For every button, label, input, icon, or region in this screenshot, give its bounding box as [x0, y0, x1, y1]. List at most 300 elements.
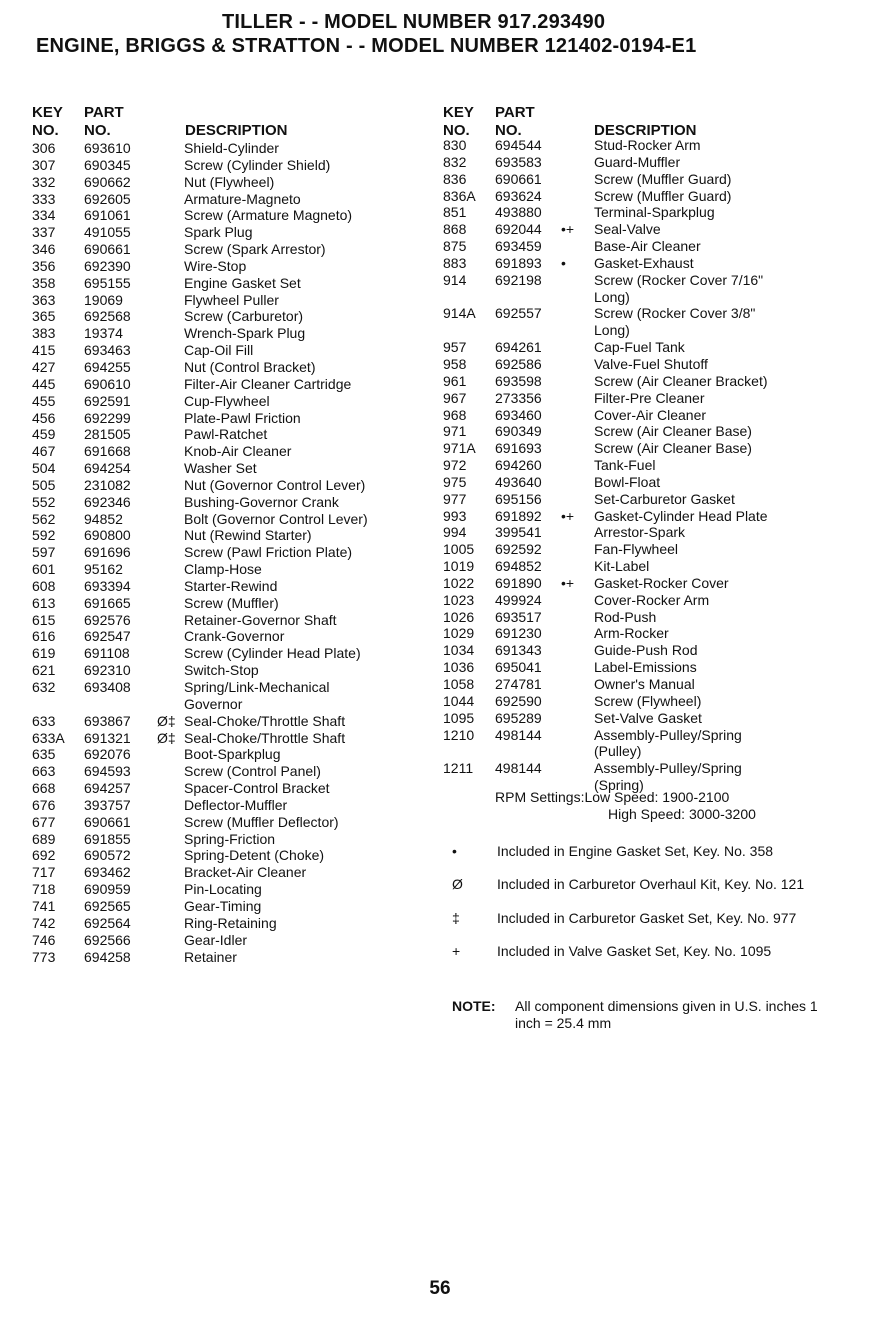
part-row [443, 373, 863, 390]
part-row [443, 188, 863, 205]
part-description: Deflector-Muffler [184, 796, 288, 813]
part-description: Screw (Pawl Friction Plate) [184, 544, 353, 561]
footnote-symbol: Ø [452, 876, 463, 892]
footnote-symbol: • [452, 843, 457, 859]
part-description: Set-Valve Gasket [594, 709, 702, 726]
part-description: Screw (Carburetor) [184, 308, 304, 325]
part-description: Arm-Rocker [594, 625, 669, 642]
part-row [32, 595, 432, 612]
key-no: 994 [443, 524, 467, 541]
key-no: 1029 [443, 625, 475, 642]
part-row [32, 140, 432, 157]
part-no: 694255 [84, 358, 131, 375]
part-description: Screw (Rocker Cover 3/8" [594, 305, 756, 322]
left-parts-list [32, 140, 432, 965]
part-description: Spacer-Control Bracket [184, 780, 330, 797]
part-description: Label-Emissions [594, 659, 697, 676]
part-no: 19374 [84, 325, 123, 342]
key-no: 346 [32, 241, 56, 258]
part-row [443, 474, 863, 491]
part-row [32, 325, 432, 342]
part-no: 399541 [495, 524, 542, 541]
part-no: 692198 [495, 271, 542, 288]
key-no: 307 [32, 156, 56, 173]
part-no: 693394 [84, 577, 131, 594]
key-no: 1034 [443, 642, 475, 659]
key-no: 975 [443, 473, 467, 490]
footnote-carburetor-gasket [452, 910, 852, 944]
part-row [443, 508, 863, 525]
part-no: 691108 [84, 645, 130, 662]
part-description: Arrestor-Spark [594, 524, 686, 541]
dimensions-note [452, 998, 862, 1032]
part-no: 692605 [84, 190, 131, 207]
part-row [443, 609, 863, 626]
part-row [443, 339, 863, 356]
part-no: 692591 [84, 392, 131, 409]
part-no: 695289 [495, 709, 542, 726]
part-description: (Pulley) [594, 743, 642, 760]
part-no: 692557 [495, 305, 542, 322]
part-no: 19069 [84, 291, 123, 308]
part-no: 690349 [495, 423, 542, 440]
part-description: Governor [184, 695, 243, 712]
key-no: 615 [32, 611, 56, 628]
part-description: Screw (Muffler Deflector) [184, 813, 339, 830]
key-no: 608 [32, 577, 56, 594]
key-no: 836A [443, 187, 476, 204]
footnote-symbol: + [452, 943, 461, 959]
footnote-symbol: ‡ [452, 910, 460, 926]
key-no: 334 [32, 207, 56, 224]
part-marker: •+ [561, 221, 575, 238]
part-description: Gear-Idler [184, 931, 248, 948]
part-description: Plate-Pawl Friction [184, 409, 301, 426]
part-no: 691890 [495, 574, 542, 591]
part-description: Cup-Flywheel [184, 392, 270, 409]
part-no: 694544 [495, 137, 542, 153]
key-no: 415 [32, 342, 56, 359]
key-no: 830 [443, 137, 467, 153]
part-row [32, 578, 432, 595]
part-description: Screw (Air Cleaner Base) [594, 440, 752, 457]
key-no: 746 [32, 931, 56, 948]
part-no: 690661 [84, 813, 131, 830]
part-marker: Ø‡ [157, 712, 176, 729]
part-description: Spring-Friction [184, 830, 276, 847]
part-description: Cap-Oil Fill [184, 342, 254, 359]
right-parts-list [443, 137, 863, 794]
key-no: 1211 [443, 760, 474, 777]
part-no: 693624 [495, 187, 542, 204]
footnote-text: Included in Engine Gasket Set, Key. No. 358 [497, 843, 774, 859]
part-no: 692566 [84, 931, 131, 948]
key-no: 1044 [443, 692, 475, 709]
part-row [443, 558, 863, 575]
part-row [32, 814, 432, 831]
key-no: 1005 [443, 541, 475, 558]
part-no: 693460 [495, 406, 542, 423]
part-description: Engine Gasket Set [184, 274, 301, 291]
part-row [443, 524, 863, 541]
key-no: 961 [443, 372, 467, 389]
part-description: Screw (Muffler Guard) [594, 187, 732, 204]
part-no: 693598 [495, 372, 542, 389]
part-description: Nut (Control Bracket) [184, 358, 316, 375]
key-no: 445 [32, 375, 56, 392]
key-no: 592 [32, 527, 56, 544]
part-row [32, 949, 432, 966]
description-header-right: DESCRIPTION [594, 122, 697, 139]
part-description: Assembly-Pulley/Spring [594, 760, 742, 777]
part-no: 690959 [84, 881, 131, 898]
key-no: 773 [32, 948, 56, 965]
part-row [32, 410, 432, 427]
footnote-carburetor-overhaul [452, 876, 852, 910]
rpm-settings-low: RPM Settings:Low Speed: 1900-2100 [495, 789, 730, 805]
part-row [32, 915, 432, 932]
part-no: 693463 [84, 342, 131, 359]
part-description: Tank-Fuel [594, 457, 656, 474]
part-no: 694261 [495, 339, 542, 356]
part-description: Bracket-Air Cleaner [184, 864, 307, 881]
part-no: 692576 [84, 611, 131, 628]
key-no: 633 [32, 712, 56, 729]
part-no-header-left: PART NO. [84, 104, 124, 139]
part-row [32, 393, 432, 410]
part-description: Spark Plug [184, 224, 253, 241]
part-description: Set-Carburetor Gasket [594, 490, 735, 507]
part-description: Pawl-Ratchet [184, 426, 268, 443]
part-no: 393757 [84, 796, 131, 813]
part-row [32, 494, 432, 511]
part-no: 693610 [84, 140, 131, 156]
part-description: Bowl-Float [594, 473, 661, 490]
part-row [32, 174, 432, 191]
part-description: Shield-Cylinder [184, 140, 279, 156]
key-no: 868 [443, 221, 467, 238]
part-no-header-right: PART NO. [495, 104, 535, 139]
key-no: 333 [32, 190, 56, 207]
footnote-text: Included in Carburetor Gasket Set, Key. No. 977 [497, 910, 797, 926]
part-row [32, 713, 432, 730]
part-no: 693462 [84, 864, 131, 881]
part-description: Knob-Air Cleaner [184, 443, 292, 460]
key-no: 742 [32, 914, 56, 931]
part-description: Screw (Cylinder Shield) [184, 156, 331, 173]
part-no: 691693 [495, 440, 542, 457]
part-no: 491055 [84, 224, 131, 241]
part-row [32, 207, 432, 224]
part-description: Clamp-Hose [184, 561, 262, 578]
part-row [32, 746, 432, 763]
part-description: Armature-Magneto [184, 190, 301, 207]
part-row [443, 541, 863, 558]
key-no: 455 [32, 392, 56, 409]
key-no: 383 [32, 325, 56, 342]
part-description: Assembly-Pulley/Spring [594, 726, 742, 743]
part-description: Bolt (Governor Control Lever) [184, 510, 368, 527]
part-row [32, 864, 432, 881]
part-description: Screw (Spark Arrestor) [184, 241, 326, 258]
key-no: 1019 [443, 558, 475, 575]
part-no: 694258 [84, 948, 131, 965]
key-no: 676 [32, 796, 56, 813]
part-no: 691668 [84, 443, 131, 460]
part-description: Nut (Governor Control Lever) [184, 476, 366, 493]
key-no: 977 [443, 490, 467, 507]
part-row [443, 693, 863, 710]
part-row [32, 241, 432, 258]
key-no: 914 [443, 271, 467, 288]
part-description: (Spring) [594, 777, 644, 794]
key-no: 972 [443, 457, 467, 474]
part-row [32, 831, 432, 848]
part-description: Screw (Air Cleaner Bracket) [594, 372, 768, 389]
key-no: 968 [443, 406, 467, 423]
key-no: 692 [32, 847, 56, 864]
part-description: Spring-Detent (Choke) [184, 847, 325, 864]
part-no: 498144 [495, 726, 542, 743]
part-description: Boot-Sparkplug [184, 746, 281, 763]
part-description: Seal-Valve [594, 221, 661, 238]
part-no: 694254 [84, 460, 131, 477]
part-no: 693517 [495, 608, 542, 625]
part-no: 692586 [495, 355, 542, 372]
part-description: Screw (Control Panel) [184, 763, 321, 780]
part-description: Wrench-Spark Plug [184, 325, 306, 342]
part-description: Seal-Choke/Throttle Shaft [184, 729, 346, 746]
key-no: 621 [32, 662, 56, 679]
part-no: 690345 [84, 156, 131, 173]
part-no: 691343 [495, 642, 542, 659]
footnote-text: Included in Valve Gasket Set, Key. No. 1095 [497, 943, 772, 959]
part-description: Screw (Armature Magneto) [184, 207, 353, 224]
part-description: Nut (Flywheel) [184, 173, 275, 190]
key-no: 851 [443, 204, 467, 221]
part-no: 693408 [84, 679, 131, 695]
part-description: Spring/Link-Mechanical [184, 679, 330, 695]
key-no: 337 [32, 224, 56, 241]
part-description: Filter-Pre Cleaner [594, 389, 705, 406]
key-no: 875 [443, 238, 467, 255]
part-row [32, 696, 432, 713]
part-description: Gasket-Cylinder Head Plate [594, 507, 768, 524]
key-no: 957 [443, 339, 467, 356]
part-row [443, 642, 863, 659]
key-no: 993 [443, 507, 467, 524]
part-row [32, 730, 432, 747]
key-no: 1095 [443, 709, 475, 726]
key-no: 1022 [443, 574, 475, 591]
part-row [443, 204, 863, 221]
part-description: Nut (Rewind Starter) [184, 527, 312, 544]
part-row [443, 221, 863, 238]
key-no: 741 [32, 897, 56, 914]
part-row [32, 308, 432, 325]
part-description: Terminal-Sparkplug [594, 204, 715, 221]
part-row [32, 511, 432, 528]
description-header-left: DESCRIPTION [185, 122, 288, 139]
part-row [32, 224, 432, 241]
part-description: Gear-Timing [184, 897, 262, 914]
part-description: Pin-Locating [184, 881, 262, 898]
part-row [443, 407, 863, 424]
part-no: 690800 [84, 527, 131, 544]
part-description: Screw (Cylinder Head Plate) [184, 645, 361, 662]
part-no: 692592 [495, 541, 542, 558]
part-row [443, 710, 863, 727]
part-row [32, 443, 432, 460]
part-no: 692076 [84, 746, 131, 763]
part-marker: Ø‡ [157, 729, 176, 746]
page-number: 56 [429, 1278, 451, 1299]
part-no: 692390 [84, 257, 131, 274]
part-description: Cover-Rocker Arm [594, 591, 710, 608]
part-row [443, 390, 863, 407]
part-row [443, 137, 863, 154]
part-no: 231082 [84, 476, 131, 493]
rpm-settings-high: High Speed: 3000-3200 [608, 806, 756, 822]
part-no: 693583 [495, 153, 542, 170]
part-no: 691230 [495, 625, 542, 642]
part-row [443, 440, 863, 457]
part-row [32, 780, 432, 797]
part-row [443, 322, 863, 339]
key-no: 306 [32, 140, 56, 156]
key-no: 971 [443, 423, 467, 440]
part-description: Valve-Fuel Shutoff [594, 355, 708, 372]
part-row [32, 191, 432, 208]
part-row [32, 426, 432, 443]
key-no: 467 [32, 443, 56, 460]
key-no: 1058 [443, 676, 475, 692]
part-row [32, 847, 432, 864]
part-no: 692044 [495, 221, 542, 238]
key-no: 677 [32, 813, 56, 830]
part-no: 695041 [495, 659, 542, 676]
part-no: 691855 [84, 830, 131, 847]
document-title: TILLER - - MODEL NUMBER 917.293490 [222, 11, 606, 33]
part-description: Seal-Choke/Throttle Shaft [184, 712, 346, 729]
part-no: 692590 [495, 692, 542, 709]
key-no: 1210 [443, 726, 475, 743]
part-marker: •+ [561, 507, 575, 524]
key-no: 632 [32, 679, 56, 695]
part-no: 693867 [84, 712, 131, 729]
key-no: 958 [443, 355, 467, 372]
key-no: 1023 [443, 591, 475, 608]
part-row [32, 645, 432, 662]
key-no: 459 [32, 426, 56, 443]
key-no: 365 [32, 308, 56, 325]
part-description: Screw (Air Cleaner Base) [594, 423, 752, 440]
part-row [443, 491, 863, 508]
part-row [32, 679, 432, 696]
part-row [443, 592, 863, 609]
part-no: 273356 [495, 389, 542, 406]
part-description: Screw (Muffler Guard) [594, 170, 732, 187]
part-row [32, 342, 432, 359]
part-no: 691061 [84, 207, 131, 224]
part-row [443, 676, 863, 693]
part-row [443, 171, 863, 188]
part-description: Filter-Air Cleaner Cartridge [184, 375, 352, 392]
part-row [32, 561, 432, 578]
key-no: 613 [32, 594, 56, 611]
part-row [32, 628, 432, 645]
key-no: 971A [443, 440, 476, 457]
footnote-text: Included in Carburetor Overhaul Kit, Key. No. 121 [497, 876, 805, 892]
part-row [443, 727, 863, 744]
key-no: 616 [32, 628, 56, 645]
part-no: 695156 [495, 490, 542, 507]
key-no: 619 [32, 645, 56, 662]
part-no: 690661 [495, 170, 542, 187]
part-row [32, 898, 432, 915]
part-no: 691696 [84, 544, 131, 561]
key-no: 597 [32, 544, 56, 561]
key-no: 717 [32, 864, 56, 881]
part-description: Retainer-Governor Shaft [184, 611, 337, 628]
part-description: Owner's Manual [594, 676, 695, 692]
part-description: Bushing-Governor Crank [184, 493, 339, 510]
part-no: 691665 [84, 594, 131, 611]
part-no: 690662 [84, 173, 131, 190]
part-row [443, 457, 863, 474]
part-row [443, 289, 863, 306]
part-description: Screw (Flywheel) [594, 692, 702, 709]
part-marker: • [561, 254, 566, 271]
part-no: 694257 [84, 780, 131, 797]
key-no: 552 [32, 493, 56, 510]
part-no: 690610 [84, 375, 131, 392]
key-no: 1036 [443, 659, 475, 676]
key-no: 663 [32, 763, 56, 780]
part-no: 691321 [84, 729, 131, 746]
part-description: Crank-Governor [184, 628, 285, 645]
part-description: Wire-Stop [184, 257, 247, 274]
part-row [32, 477, 432, 494]
part-description: Screw (Muffler) [184, 594, 279, 611]
part-no: 692346 [84, 493, 131, 510]
key-no: 914A [443, 305, 476, 322]
part-row [32, 612, 432, 629]
part-no: 498144 [495, 760, 542, 777]
part-no: 691892 [495, 507, 542, 524]
part-description: Long) [594, 322, 630, 339]
part-description: Long) [594, 288, 630, 305]
part-no: 692565 [84, 897, 131, 914]
key-no: 505 [32, 476, 56, 493]
part-row [32, 258, 432, 275]
key-no: 836 [443, 170, 467, 187]
part-no: 694260 [495, 457, 542, 474]
part-no: 692564 [84, 914, 131, 931]
part-no: 691893 [495, 254, 542, 271]
part-no: 693459 [495, 238, 542, 255]
part-row [32, 376, 432, 393]
part-row [443, 356, 863, 373]
part-no: 274781 [495, 676, 542, 692]
document-subtitle: ENGINE, BRIGGS & STRATTON - - MODEL NUMBER 121402-0194-E1 [36, 35, 697, 57]
part-row [443, 255, 863, 272]
key-no: 356 [32, 257, 56, 274]
part-description: Base-Air Cleaner [594, 238, 701, 255]
part-row [32, 460, 432, 477]
part-description: Cap-Fuel Tank [594, 339, 685, 356]
part-no: 690661 [84, 241, 131, 258]
